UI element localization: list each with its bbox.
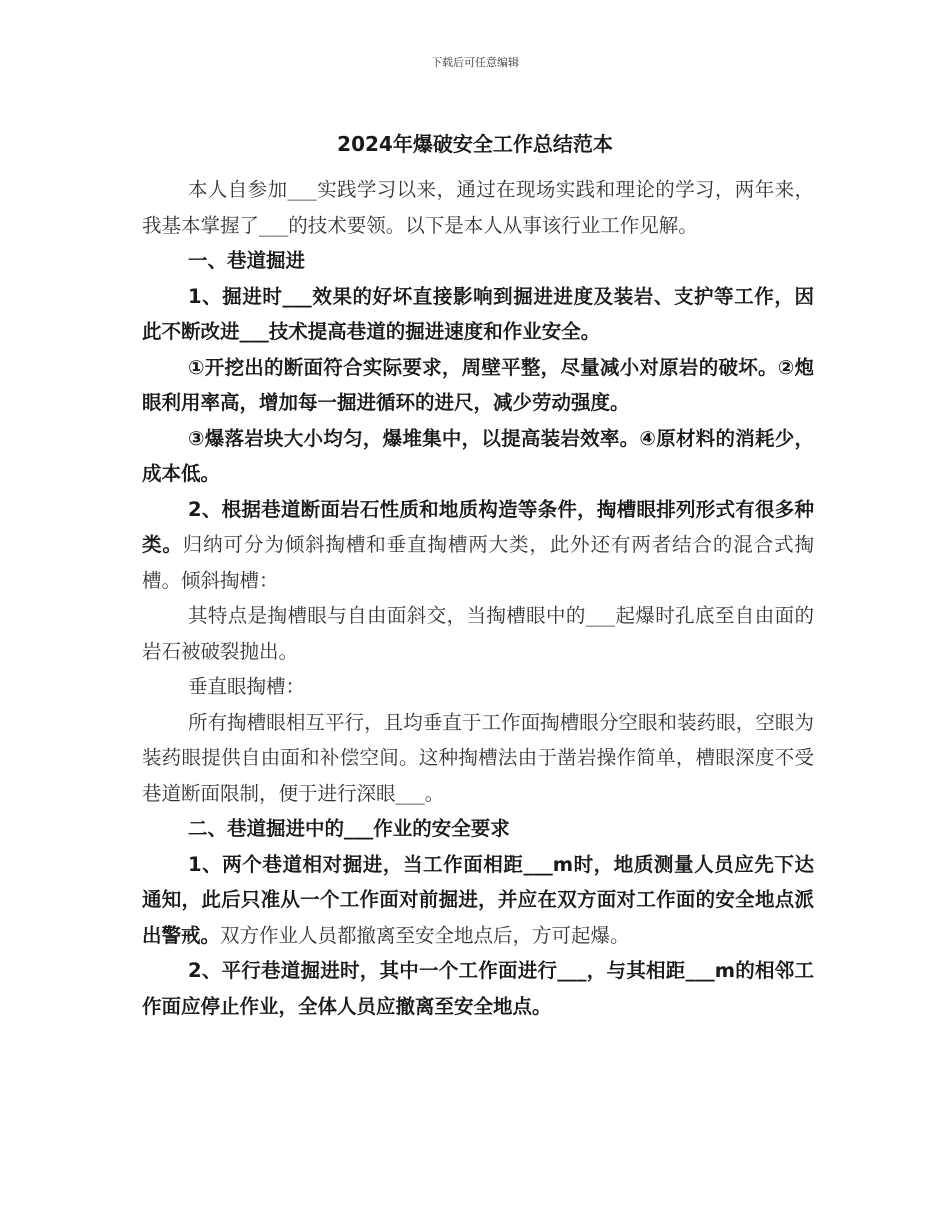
paragraph (142, 421, 814, 492)
paragraph-text: 2、平行巷道掘进时，其中一个工作面进行___，与其相距___m的相邻工作面应停止作业，全体人员应撤离至安全地点。 (142, 959, 814, 1018)
paragraph (142, 953, 814, 1024)
paragraph (142, 279, 814, 350)
paragraph-text: 1、掘进时___效果的好坏直接影响到掘进进度及装岩、支护等工作，因此不断改进___技术提高巷道的掘进速度和作业安全。 (142, 284, 814, 343)
paragraph-text: 所有掏槽眼相互平行，且均垂直于工作面掏槽眼分空眼和装药眼，空眼为装药眼提供自由面和补偿空间。这种掏槽法由于凿岩操作简单，槽眼深度不受巷道断面限制，便于进行深眼___。 (142, 710, 814, 805)
section-heading-text: 一、巷道掘进 (188, 249, 306, 272)
paragraph-text: 双方作业人员都撤离至安全地点后，方可起爆。 (220, 923, 630, 947)
paragraph-text: ①开挖出的断面符合实际要求，周壁平整，尽量减小对原岩的破坏。②炮眼利用率高，增加每一掘进循环的进尺，减少劳动强度。 (142, 355, 814, 414)
paragraph (142, 669, 814, 705)
paragraph (142, 847, 814, 954)
section-heading-text: 二、巷道掘进中的___作业的安全要求 (188, 817, 510, 840)
document-title: 2024年爆破安全工作总结范本 (337, 132, 613, 156)
paragraph-text: 归纳可分为倾斜掏槽和垂直掏槽两大类，此外还有两者结合的混合式掏槽。倾斜掏槽： (142, 533, 814, 592)
section-heading (142, 243, 814, 279)
paragraph-text: 本人自参加___实践学习以来，通过在现场实践和理论的学习，两年来，我基本掌握了___的技术要领。以下是本人从事该行业工作见解。 (142, 178, 814, 237)
paragraph-text: ③爆落岩块大小均匀，爆堆集中，以提高装岩效率。④原材料的消耗少，成本低。 (142, 426, 814, 485)
paragraph (142, 172, 814, 243)
page-header: 下载后可任意编辑 (431, 56, 519, 69)
paragraph-text: 其特点是掏槽眼与自由面斜交，当掏槽眼中的___起爆时孔底至自由面的岩石被破裂抛出。 (142, 604, 814, 663)
paragraph-text-bold: 1、两个巷道相对掘进，当工作面相距___m时，地质测量人员应先下达通知，此后只准从一个工作面对前掘进，并应在双方面对工作面的安全地点派出警戒。 (142, 852, 814, 947)
paragraph (142, 598, 814, 669)
paragraph (142, 350, 814, 421)
document-body (142, 172, 814, 1024)
paragraph-text-bold: 2、根据巷道断面岩石性质和地质构造等条件，掏槽眼排列形式有很多种类。 (142, 497, 814, 556)
paragraph (142, 705, 814, 812)
paragraph-text: 垂直眼掏槽： (188, 675, 306, 698)
paragraph (142, 492, 814, 599)
section-heading (142, 811, 814, 847)
